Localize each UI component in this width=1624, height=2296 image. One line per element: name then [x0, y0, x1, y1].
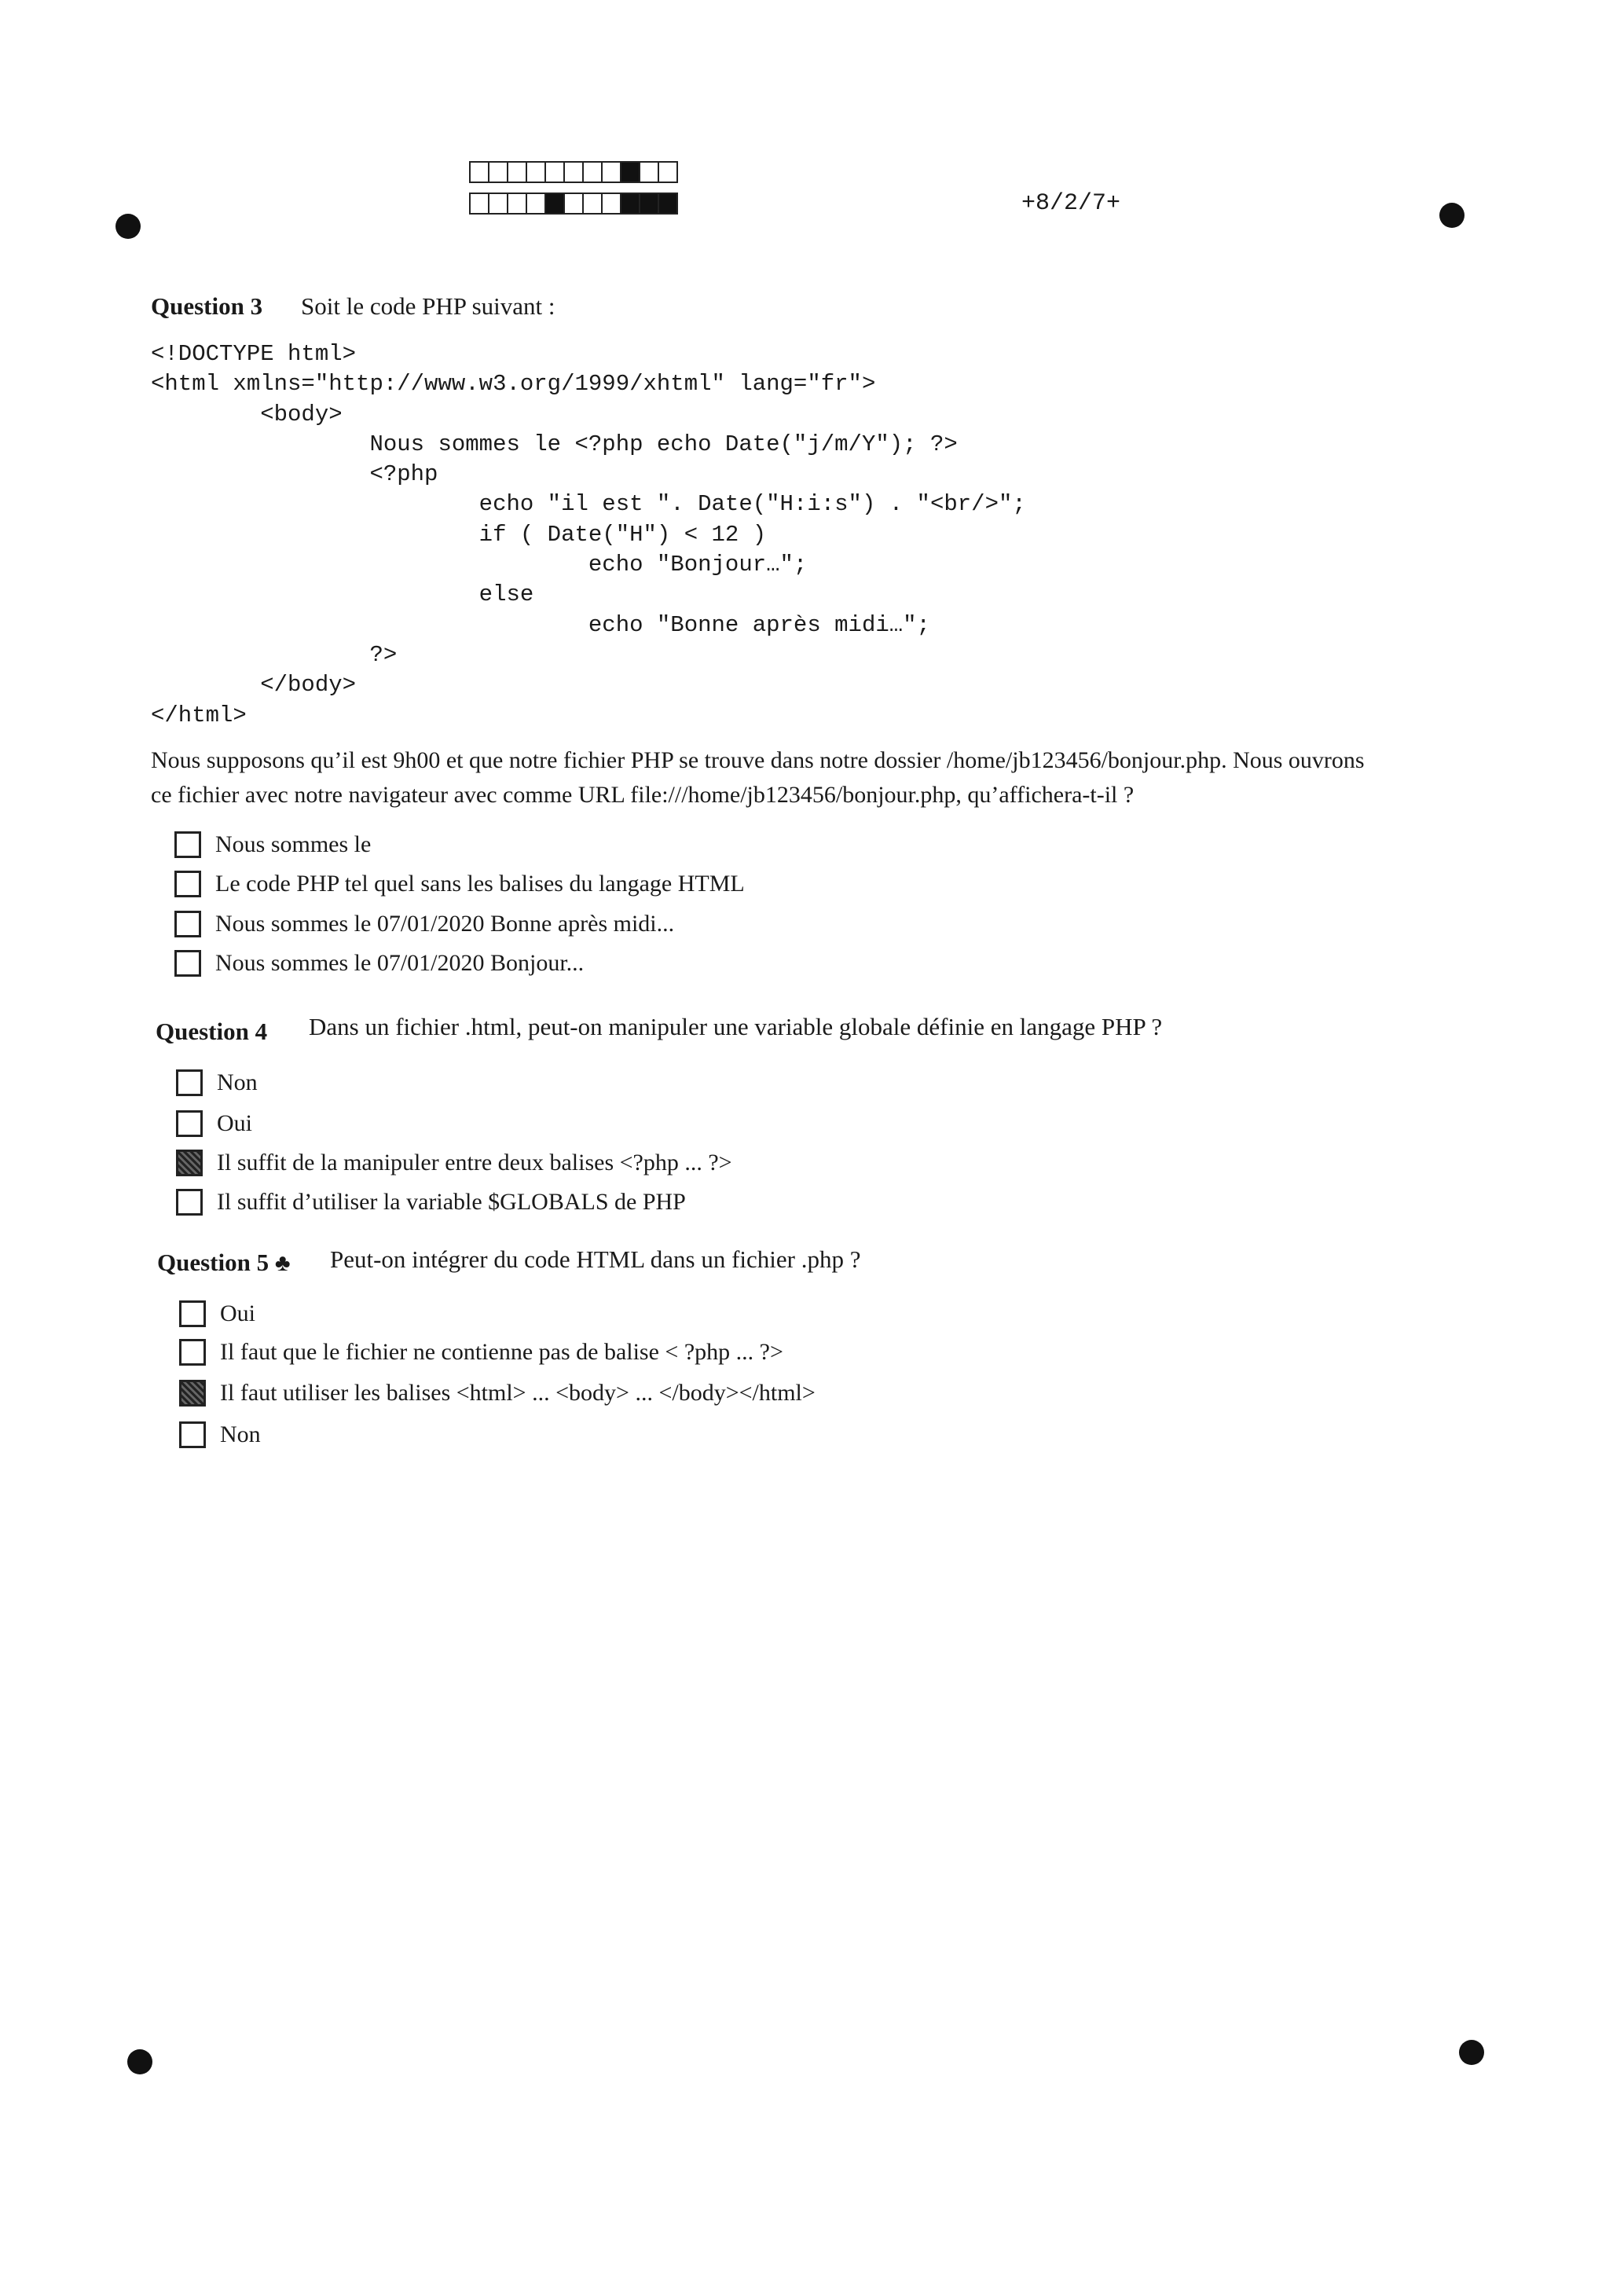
- q4-option-3[interactable]: [176, 1150, 732, 1176]
- checkbox[interactable]: [174, 950, 201, 977]
- option-label: Nous sommes le: [215, 831, 372, 857]
- q3-option-1[interactable]: [174, 831, 371, 858]
- question-3-paragraph-line-1: Nous supposons qu’il est 9h00 et que notre fichier PHP se trouve dans notre dossier /home/jb123456/bonjour.php. Nous ouvrons: [151, 747, 1365, 773]
- id-grid-cell: [658, 193, 678, 215]
- checkbox[interactable]: [179, 1380, 206, 1407]
- id-grid-cell: [601, 161, 621, 183]
- question-4-heading: [156, 1018, 267, 1046]
- id-grid-cell: [658, 161, 678, 183]
- q5-option-1[interactable]: [179, 1300, 255, 1327]
- registration-mark-bottom-left: [127, 2049, 152, 2074]
- checkbox[interactable]: [176, 1189, 203, 1216]
- id-grid-cell: [507, 161, 527, 183]
- option-label: Le code PHP tel quel sans les balises du langage HTML: [215, 871, 745, 897]
- checkbox[interactable]: [179, 1300, 206, 1327]
- id-grid-cell: [563, 193, 584, 215]
- checkbox[interactable]: [176, 1069, 203, 1096]
- id-grid-cell: [526, 193, 546, 215]
- checkbox[interactable]: [174, 831, 201, 858]
- option-label: Il faut utiliser les balises <html> ... <body> ... </body></html>: [220, 1380, 816, 1406]
- id-grid-cell: [639, 161, 659, 183]
- registration-mark-top-right: [1439, 203, 1465, 228]
- checkbox[interactable]: [176, 1110, 203, 1137]
- question-4-label: Question 4: [156, 1018, 268, 1045]
- question-3-label: Question 3: [151, 292, 263, 320]
- id-grid-row-2: [469, 193, 678, 215]
- checkbox[interactable]: [174, 871, 201, 897]
- q4-option-1[interactable]: [176, 1069, 258, 1096]
- option-label: Non: [220, 1421, 261, 1447]
- id-grid-cell: [488, 161, 508, 183]
- club-icon: ♣: [274, 1250, 291, 1276]
- q5-option-3[interactable]: [179, 1380, 816, 1407]
- q5-option-4[interactable]: [179, 1421, 261, 1448]
- id-grid-cell: [488, 193, 508, 215]
- registration-mark-bottom-right: [1459, 2040, 1484, 2065]
- option-label: Nous sommes le 07/01/2020 Bonne après midi...: [215, 911, 675, 937]
- question-4-text: Dans un fichier .html, peut-on manipuler une variable globale définie en langage PHP ?: [309, 1013, 1163, 1040]
- checkbox[interactable]: [179, 1339, 206, 1366]
- question-3-paragraph-line-2: ce fichier avec notre navigateur avec comme URL file:///home/jb123456/bonjour.php, qu’affichera-t-il ?: [151, 782, 1135, 808]
- q3-option-3[interactable]: [174, 911, 674, 937]
- q3-option-4[interactable]: [174, 950, 584, 977]
- option-label: Oui: [217, 1110, 252, 1136]
- option-label: Non: [217, 1069, 258, 1095]
- option-label: Nous sommes le 07/01/2020 Bonjour...: [215, 950, 585, 976]
- id-grid-cell: [526, 161, 546, 183]
- option-label: Il suffit d’utiliser la variable $GLOBALS de PHP: [217, 1189, 686, 1215]
- id-grid-cell: [544, 193, 565, 215]
- id-grid-cell: [639, 193, 659, 215]
- q5-option-2[interactable]: [179, 1339, 783, 1366]
- php-code-block: <!DOCTYPE html> <html xmlns="http://www.w3.org/1999/xhtml" lang="fr"> <body> Nous sommes le <?php echo Date("j/m/Y"); ?> <?php echo "il est ". Date("H:i:s") . "<br/>"; if ( Date("H") < 12 ) echo "Bonjour…"; else echo "Bonne après midi…"; ?> </body> </html>: [151, 341, 1026, 728]
- id-grid-cell: [601, 193, 621, 215]
- id-grid-cell: [582, 161, 603, 183]
- q4-option-4[interactable]: [176, 1189, 686, 1216]
- id-grid-cell: [469, 161, 489, 183]
- q3-option-2[interactable]: [174, 871, 745, 897]
- registration-mark-top-left: [115, 214, 141, 239]
- id-grid-row-1: [469, 161, 678, 183]
- option-label: Oui: [220, 1300, 255, 1326]
- id-grid-cell: [544, 161, 565, 183]
- question-5-label: Question 5: [157, 1249, 269, 1276]
- checkbox[interactable]: [176, 1150, 203, 1176]
- id-grid-cell: [620, 193, 640, 215]
- checkbox[interactable]: [179, 1421, 206, 1448]
- option-label: Il suffit de la manipuler entre deux balises <?php ... ?>: [217, 1150, 732, 1176]
- question-3-heading: [151, 292, 262, 321]
- option-label: Il faut que le fichier ne contienne pas de balise < ?php ... ?>: [220, 1339, 783, 1365]
- q4-option-2[interactable]: [176, 1110, 252, 1137]
- question-5-heading: [157, 1249, 291, 1277]
- id-grid-cell: [620, 161, 640, 183]
- checkbox[interactable]: [174, 911, 201, 937]
- id-grid-cell: [507, 193, 527, 215]
- page-code: +8/2/7+: [1021, 190, 1121, 217]
- question-5-text: Peut-on intégrer du code HTML dans un fichier .php ?: [330, 1245, 861, 1273]
- id-grid-cell: [582, 193, 603, 215]
- id-grid-cell: [469, 193, 489, 215]
- id-grid-cell: [563, 161, 584, 183]
- question-3-text: Soit le code PHP suivant :: [301, 292, 555, 320]
